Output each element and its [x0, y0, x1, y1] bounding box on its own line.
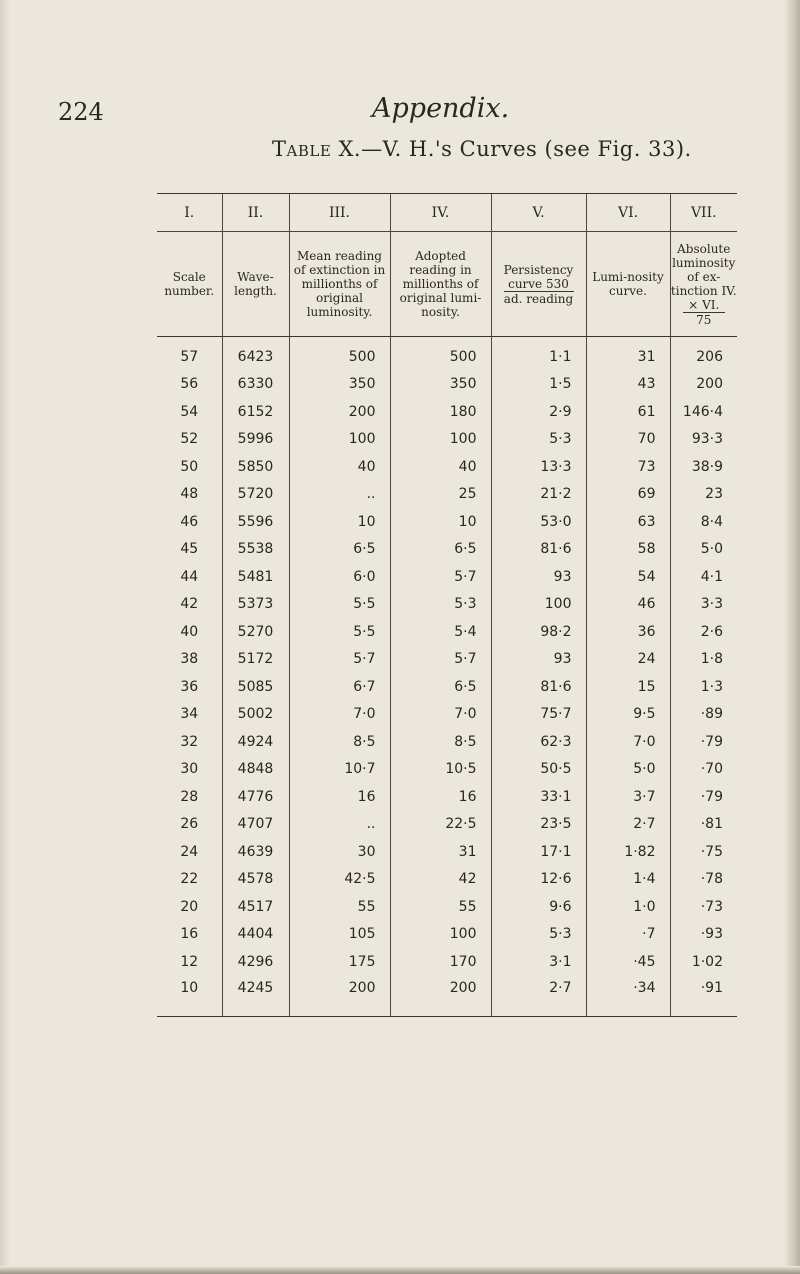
cell-persistency: 98·2	[491, 618, 586, 646]
cell-mean-reading: 6·7	[289, 673, 390, 701]
page-bottom-edge	[0, 1266, 800, 1274]
heading-absolute-top: Absolute luminosity of ex-tinction IV. × VI.	[670, 241, 737, 312]
heading-wave-length: Wave-length.	[222, 232, 289, 337]
cell-luminosity: 1·82	[586, 838, 670, 866]
cell-persistency: 5·3	[491, 426, 586, 454]
column-numeral: IV.	[390, 194, 491, 232]
cell-absolute-luminosity: ·93	[670, 921, 737, 949]
cell-mean-reading: 200	[289, 976, 390, 1017]
running-head: Appendix.	[372, 93, 510, 124]
cell-mean-reading: 5·5	[289, 618, 390, 646]
heading-absolute-bottom: 75	[696, 312, 712, 327]
column-numeral: V.	[491, 194, 586, 232]
heading-adopted-reading: Adopted reading in millionths of original lumi-nosity.	[390, 232, 491, 337]
cell-adopted-reading: 5·3	[390, 591, 491, 619]
cell-persistency: 17·1	[491, 838, 586, 866]
cell-absolute-luminosity: 23	[670, 481, 737, 509]
table-row	[157, 337, 737, 371]
cell-persistency: 93	[491, 563, 586, 591]
cell-absolute-luminosity: ·73	[670, 893, 737, 921]
cell-mean-reading: 7·0	[289, 701, 390, 729]
table-row	[157, 948, 737, 976]
cell-mean-reading: 30	[289, 838, 390, 866]
cell-mean-reading: 100	[289, 426, 390, 454]
cell-scale-number: 44	[180, 568, 199, 585]
column-headings-row	[157, 232, 737, 337]
cell-scale-number: 50	[180, 458, 199, 475]
cell-adopted-reading: 5·7	[390, 646, 491, 674]
cell-luminosity: 31	[586, 337, 670, 371]
cell-wave-length: 4848	[222, 756, 289, 784]
table-row	[157, 398, 737, 426]
cell-absolute-luminosity: ·79	[670, 783, 737, 811]
cell-luminosity: 2·7	[586, 811, 670, 839]
cell-persistency: 75·7	[491, 701, 586, 729]
cell-scale-number: 57	[180, 348, 199, 365]
cell-scale-number: 40	[180, 623, 199, 640]
column-numeral: I.	[157, 194, 222, 232]
heading-absolute-luminosity	[670, 232, 737, 337]
cell-adopted-reading: 55	[390, 893, 491, 921]
cell-wave-length: 4707	[222, 811, 289, 839]
cell-wave-length: 5172	[222, 646, 289, 674]
cell-absolute-luminosity: ·89	[670, 701, 737, 729]
cell-mean-reading: 350	[289, 371, 390, 399]
cell-absolute-luminosity: 4·1	[670, 563, 737, 591]
cell-adopted-reading: 10	[390, 508, 491, 536]
cell-wave-length: 4776	[222, 783, 289, 811]
column-numeral: III.	[289, 194, 390, 232]
cell-wave-length: 4578	[222, 866, 289, 894]
cell-mean-reading: 6·5	[289, 536, 390, 564]
cell-absolute-luminosity: 3·3	[670, 591, 737, 619]
cell-mean-reading: 500	[289, 337, 390, 371]
cell-adopted-reading: 8·5	[390, 728, 491, 756]
cell-adopted-reading: 16	[390, 783, 491, 811]
table-row	[157, 838, 737, 866]
table-row	[157, 508, 737, 536]
column-numeral: II.	[222, 194, 289, 232]
cell-mean-reading: 175	[289, 948, 390, 976]
cell-wave-length: 5481	[222, 563, 289, 591]
cell-wave-length: 5850	[222, 453, 289, 481]
heading-mean-reading: Mean reading of extinction in millionths of original luminosity.	[289, 232, 390, 337]
cell-scale-number: 30	[180, 761, 199, 778]
cell-wave-length: 4296	[222, 948, 289, 976]
cell-mean-reading: 200	[289, 398, 390, 426]
cell-scale-number: 52	[180, 431, 199, 448]
cell-wave-length: 5996	[222, 426, 289, 454]
cell-adopted-reading: 200	[390, 976, 491, 1017]
cell-absolute-luminosity: ·75	[670, 838, 737, 866]
cell-luminosity: 1·4	[586, 866, 670, 894]
cell-persistency: 33·1	[491, 783, 586, 811]
table-row	[157, 893, 737, 921]
cell-adopted-reading: 100	[390, 426, 491, 454]
table-row	[157, 536, 737, 564]
cell-adopted-reading: 10·5	[390, 756, 491, 784]
cell-luminosity: ·7	[586, 921, 670, 949]
cell-absolute-luminosity: 5·0	[670, 536, 737, 564]
cell-adopted-reading: 100	[390, 921, 491, 949]
cell-mean-reading: 5·5	[289, 591, 390, 619]
table-row	[157, 563, 737, 591]
cell-wave-length: 5085	[222, 673, 289, 701]
table-title-caption: —V. H.'s Curves (see Fig. 33).	[361, 137, 692, 161]
cell-scale-number: 54	[180, 403, 199, 420]
cell-luminosity: 36	[586, 618, 670, 646]
data-table	[157, 193, 737, 1017]
table-row	[157, 618, 737, 646]
cell-wave-length: 6423	[222, 337, 289, 371]
cell-luminosity: 61	[586, 398, 670, 426]
heading-scale-number: Scale number.	[157, 232, 222, 337]
table-row	[157, 426, 737, 454]
heading-persistency-top: Persistency curve 530	[503, 262, 574, 291]
table-row	[157, 783, 737, 811]
cell-scale-number: 48	[180, 486, 199, 503]
cell-scale-number: 42	[180, 596, 199, 613]
cell-wave-length: 4924	[222, 728, 289, 756]
cell-wave-length: 4404	[222, 921, 289, 949]
cell-luminosity: ·45	[586, 948, 670, 976]
cell-adopted-reading: 6·5	[390, 673, 491, 701]
table-row	[157, 728, 737, 756]
cell-wave-length: 5538	[222, 536, 289, 564]
cell-adopted-reading: 500	[390, 337, 491, 371]
cell-persistency: 100	[491, 591, 586, 619]
cell-mean-reading: 8·5	[289, 728, 390, 756]
cell-mean-reading: 10	[289, 508, 390, 536]
cell-absolute-luminosity: 1·02	[670, 948, 737, 976]
heading-persistency	[491, 232, 586, 337]
column-numeral: VI.	[586, 194, 670, 232]
cell-absolute-luminosity: 93·3	[670, 426, 737, 454]
column-numerals-row	[157, 194, 737, 232]
cell-absolute-luminosity: 146·4	[670, 398, 737, 426]
cell-scale-number: 32	[180, 733, 199, 750]
cell-absolute-luminosity: 38·9	[670, 453, 737, 481]
table-title	[272, 137, 692, 161]
cell-scale-number: 12	[180, 953, 199, 970]
cell-persistency: 81·6	[491, 536, 586, 564]
cell-wave-length: 5002	[222, 701, 289, 729]
cell-absolute-luminosity: ·79	[670, 728, 737, 756]
table-row	[157, 811, 737, 839]
cell-luminosity: 43	[586, 371, 670, 399]
cell-persistency: 12·6	[491, 866, 586, 894]
cell-adopted-reading: 5·4	[390, 618, 491, 646]
cell-persistency: 2·9	[491, 398, 586, 426]
cell-persistency: 5·3	[491, 921, 586, 949]
table-row	[157, 756, 737, 784]
cell-luminosity: 46	[586, 591, 670, 619]
cell-absolute-luminosity: 206	[670, 337, 737, 371]
cell-adopted-reading: 31	[390, 838, 491, 866]
cell-scale-number: 24	[180, 843, 199, 860]
cell-adopted-reading: 350	[390, 371, 491, 399]
cell-scale-number: 56	[180, 376, 199, 393]
cell-wave-length: 5596	[222, 508, 289, 536]
cell-luminosity: 54	[586, 563, 670, 591]
cell-absolute-luminosity: 1·3	[670, 673, 737, 701]
cell-luminosity: 70	[586, 426, 670, 454]
page-left-edge	[0, 0, 10, 1274]
cell-scale-number: 45	[180, 541, 199, 558]
cell-persistency: 23·5	[491, 811, 586, 839]
cell-wave-length: 6330	[222, 371, 289, 399]
table-row	[157, 701, 737, 729]
cell-persistency: 21·2	[491, 481, 586, 509]
cell-wave-length: 4517	[222, 893, 289, 921]
table-row	[157, 591, 737, 619]
cell-mean-reading: 42·5	[289, 866, 390, 894]
cell-persistency: 13·3	[491, 453, 586, 481]
cell-wave-length: 5270	[222, 618, 289, 646]
cell-scale-number: 36	[180, 678, 199, 695]
cell-persistency: 1·1	[491, 337, 586, 371]
column-numeral: VII.	[670, 194, 737, 232]
table-row	[157, 921, 737, 949]
cell-mean-reading: 10·7	[289, 756, 390, 784]
page-right-edge	[784, 0, 800, 1274]
cell-luminosity: 24	[586, 646, 670, 674]
cell-absolute-luminosity: 200	[670, 371, 737, 399]
cell-persistency: 93	[491, 646, 586, 674]
cell-persistency: 50·5	[491, 756, 586, 784]
table-row	[157, 976, 737, 1017]
cell-luminosity: 5·0	[586, 756, 670, 784]
table-row	[157, 453, 737, 481]
table-row	[157, 866, 737, 894]
cell-adopted-reading: 5·7	[390, 563, 491, 591]
cell-persistency: 1·5	[491, 371, 586, 399]
cell-absolute-luminosity: 1·8	[670, 646, 737, 674]
cell-wave-length: 5720	[222, 481, 289, 509]
cell-wave-length: 4245	[222, 976, 289, 1017]
cell-absolute-luminosity: ·91	[670, 976, 737, 1017]
cell-scale-number: 22	[180, 871, 199, 888]
cell-scale-number: 38	[180, 651, 199, 668]
cell-luminosity: 7·0	[586, 728, 670, 756]
cell-persistency: 2·7	[491, 976, 586, 1017]
cell-mean-reading: ..	[289, 481, 390, 509]
table-title-label: Table X.	[272, 137, 362, 161]
cell-scale-number: 10	[157, 976, 222, 1017]
cell-adopted-reading: 170	[390, 948, 491, 976]
cell-absolute-luminosity: ·70	[670, 756, 737, 784]
cell-wave-length: 5373	[222, 591, 289, 619]
cell-absolute-luminosity: 8·4	[670, 508, 737, 536]
cell-wave-length: 6152	[222, 398, 289, 426]
cell-persistency: 3·1	[491, 948, 586, 976]
cell-mean-reading: 105	[289, 921, 390, 949]
cell-scale-number: 46	[180, 513, 199, 530]
table-row	[157, 646, 737, 674]
cell-adopted-reading: 180	[390, 398, 491, 426]
cell-adopted-reading: 25	[390, 481, 491, 509]
cell-luminosity: 15	[586, 673, 670, 701]
cell-persistency: 53·0	[491, 508, 586, 536]
cell-luminosity: 1·0	[586, 893, 670, 921]
cell-luminosity: ·34	[586, 976, 670, 1017]
cell-adopted-reading: 7·0	[390, 701, 491, 729]
page-number: 224	[58, 98, 104, 126]
cell-adopted-reading: 42	[390, 866, 491, 894]
cell-adopted-reading: 40	[390, 453, 491, 481]
table-row	[157, 673, 737, 701]
cell-mean-reading: 6·0	[289, 563, 390, 591]
cell-persistency: 62·3	[491, 728, 586, 756]
cell-persistency: 9·6	[491, 893, 586, 921]
cell-scale-number: 20	[180, 898, 199, 915]
cell-luminosity: 58	[586, 536, 670, 564]
cell-adopted-reading: 22·5	[390, 811, 491, 839]
cell-luminosity: 73	[586, 453, 670, 481]
cell-scale-number: 16	[180, 926, 199, 943]
cell-scale-number: 26	[180, 816, 199, 833]
table-row	[157, 481, 737, 509]
cell-mean-reading: ..	[289, 811, 390, 839]
cell-mean-reading: 16	[289, 783, 390, 811]
cell-luminosity: 69	[586, 481, 670, 509]
cell-luminosity: 63	[586, 508, 670, 536]
cell-scale-number: 28	[180, 788, 199, 805]
cell-wave-length: 4639	[222, 838, 289, 866]
heading-persistency-bottom: ad. reading	[503, 291, 574, 306]
cell-luminosity: 9·5	[586, 701, 670, 729]
cell-persistency: 81·6	[491, 673, 586, 701]
cell-adopted-reading: 6·5	[390, 536, 491, 564]
table-body	[157, 337, 737, 1017]
cell-mean-reading: 40	[289, 453, 390, 481]
cell-luminosity: 3·7	[586, 783, 670, 811]
cell-absolute-luminosity: 2·6	[670, 618, 737, 646]
cell-absolute-luminosity: ·78	[670, 866, 737, 894]
cell-mean-reading: 5·7	[289, 646, 390, 674]
heading-luminosity-curve: Lumi-nosity curve.	[586, 232, 670, 337]
cell-absolute-luminosity: ·81	[670, 811, 737, 839]
table-row	[157, 371, 737, 399]
cell-scale-number: 34	[180, 706, 199, 723]
cell-mean-reading: 55	[289, 893, 390, 921]
